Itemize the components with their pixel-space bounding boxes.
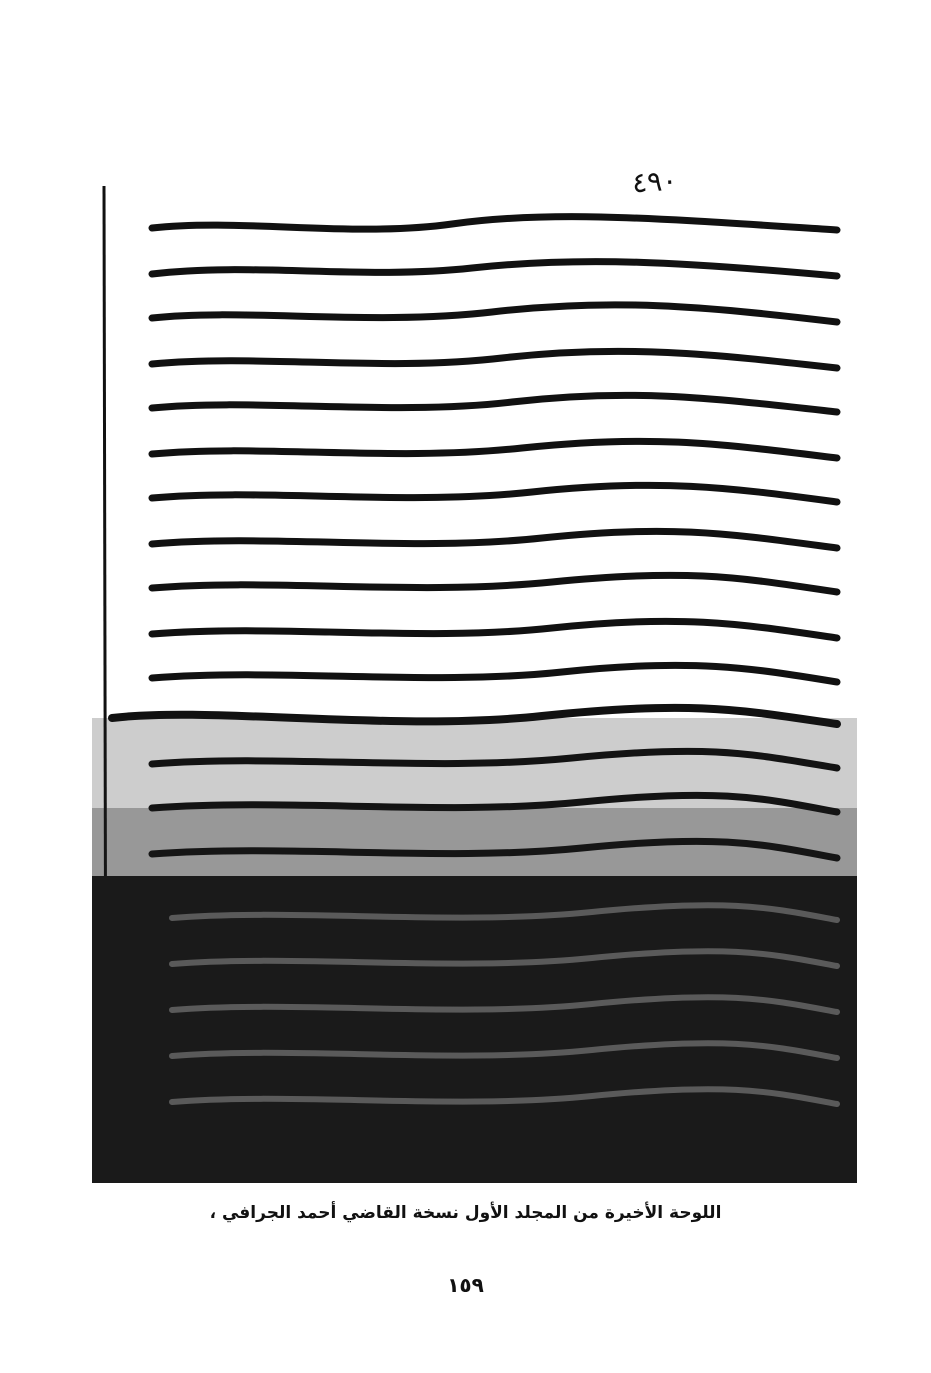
page-number: ١٥٩	[447, 1273, 484, 1297]
figure-caption: اللوحة الأخيرة من المجلد الأول نسخة القاضي أحمد الجرافي ،	[209, 1203, 722, 1223]
manuscript-image	[92, 158, 857, 1183]
manuscript-plate	[92, 158, 857, 1183]
folio-number: ٤٩٠	[630, 163, 679, 200]
